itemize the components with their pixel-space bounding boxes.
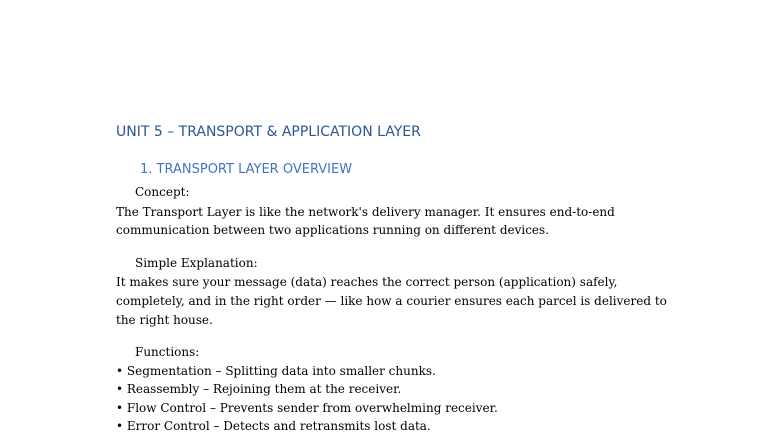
simple-explanation-line-1: It makes sure your message (data) reaches the correct person (application) safely,	[116, 275, 618, 289]
function-item-flow-control: • Flow Control – Prevents sender from overwhelming receiver.	[116, 401, 498, 415]
simple-explanation-label: Simple Explanation:	[135, 256, 258, 270]
section-title: 1. TRANSPORT LAYER OVERVIEW	[140, 162, 353, 177]
unit-title: UNIT 5 – TRANSPORT & APPLICATION LAYER	[116, 124, 421, 140]
concept-label: Concept:	[135, 185, 190, 199]
simple-explanation-line-3: the right house.	[116, 313, 213, 327]
simple-explanation-line-2: completely, and in the right order — like how a courier ensures each parcel is delivered to	[116, 294, 667, 308]
function-item-reassembly: • Reassembly – Rejoining them at the receiver.	[116, 382, 402, 396]
functions-label: Functions:	[135, 345, 200, 359]
concept-line-2: communication between two applications running on different devices.	[116, 223, 550, 237]
concept-line-1: The Transport Layer is like the network's delivery manager. It ensures end-to-end	[116, 205, 615, 219]
function-item-segmentation: • Segmentation – Splitting data into smaller chunks.	[116, 364, 436, 378]
function-item-error-control: • Error Control – Detects and retransmits lost data.	[116, 419, 431, 433]
